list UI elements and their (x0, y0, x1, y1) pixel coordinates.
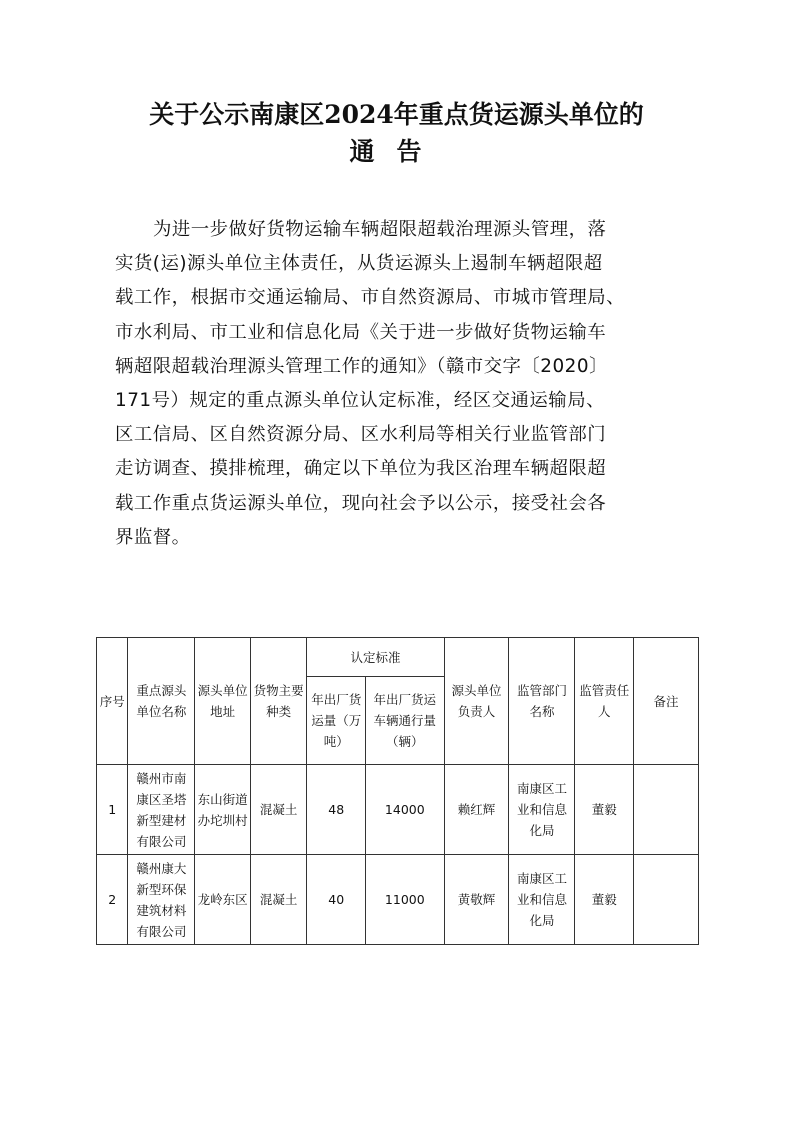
cell-annual-volume: 48 (307, 765, 366, 855)
cell-unit-name: 赣州市南康区圣塔新型建材有限公司 (128, 765, 195, 855)
header-annual-vehicles: 年出厂货运车辆通行量（辆） (366, 677, 445, 765)
cell-goods-type: 混凝土 (250, 855, 307, 945)
table-header-row (97, 638, 699, 677)
cell-annual-volume: 40 (307, 855, 366, 945)
cell-annual-vehicles: 11000 (366, 855, 445, 945)
body-line: 为进一步做好货物运输车辆超限超载治理源头管理，落 (153, 219, 607, 240)
body-line: 走访调查、摸排梳理，确定以下单位为我区治理车辆超限超 (115, 458, 607, 480)
cell-note (634, 765, 699, 855)
header-seq: 序号 (97, 638, 128, 765)
cell-note (634, 855, 699, 945)
cell-annual-vehicles: 14000 (366, 765, 445, 855)
notice-title-suffix: 通告 (349, 137, 444, 166)
cell-responsible-person: 董毅 (575, 855, 634, 945)
body-line: 载工作重点货运源头单位，现向社会予以公示，接受社会各 (115, 492, 607, 514)
header-note: 备注 (634, 638, 699, 765)
notice-body (115, 213, 695, 555)
cell-unit-head: 黄敬辉 (444, 855, 509, 945)
body-line: 界监督。 (115, 526, 191, 548)
cell-unit-address: 东山街道办坨圳村 (195, 765, 250, 855)
cell-seq: 2 (97, 855, 128, 945)
body-line: 171号）规定的重点源头单位认定标准，经区交通运输局、 (115, 389, 605, 411)
header-criteria: 认定标准 (307, 638, 444, 677)
body-line: 载工作，根据市交通运输局、市自然资源局、市城市管理局、 (115, 287, 626, 309)
source-units-table (96, 637, 699, 945)
cell-unit-name: 赣州康大新型环保建筑材料有限公司 (128, 855, 195, 945)
header-unit-head: 源头单位负责人 (444, 638, 509, 765)
notice-title: 关于公示南康区2024年重点货运源头单位的 (149, 100, 644, 129)
cell-unit-head: 赖红辉 (444, 765, 509, 855)
body-line: 区工信局、区自然资源分局、区水利局等相关行业监管部门 (115, 424, 607, 446)
table-row (97, 765, 699, 855)
header-annual-volume: 年出厂货运量（万吨） (307, 677, 366, 765)
table-row (97, 855, 699, 945)
body-line: 辆超限超载治理源头管理工作的通知》（赣市交字〔2020〕 (115, 355, 608, 377)
header-supervising-dept: 监管部门名称 (509, 638, 575, 765)
cell-responsible-person: 董毅 (575, 765, 634, 855)
header-unit-name: 重点源头单位名称 (128, 638, 195, 765)
cell-supervising-dept: 南康区工业和信息化局 (509, 855, 575, 945)
header-responsible-person: 监管责任人 (575, 638, 634, 765)
cell-goods-type: 混凝土 (250, 765, 307, 855)
cell-seq: 1 (97, 765, 128, 855)
cell-unit-address: 龙岭东区 (195, 855, 250, 945)
cell-supervising-dept: 南康区工业和信息化局 (509, 765, 575, 855)
body-line: 市水利局、市工业和信息化局《关于进一步做好货物运输车 (115, 321, 607, 343)
header-goods-type: 货物主要种类 (250, 638, 307, 765)
header-unit-address: 源头单位地址 (195, 638, 250, 765)
body-line: 实货(运)源头单位主体责任，从货运源头上遏制车辆超限超 (115, 253, 603, 275)
